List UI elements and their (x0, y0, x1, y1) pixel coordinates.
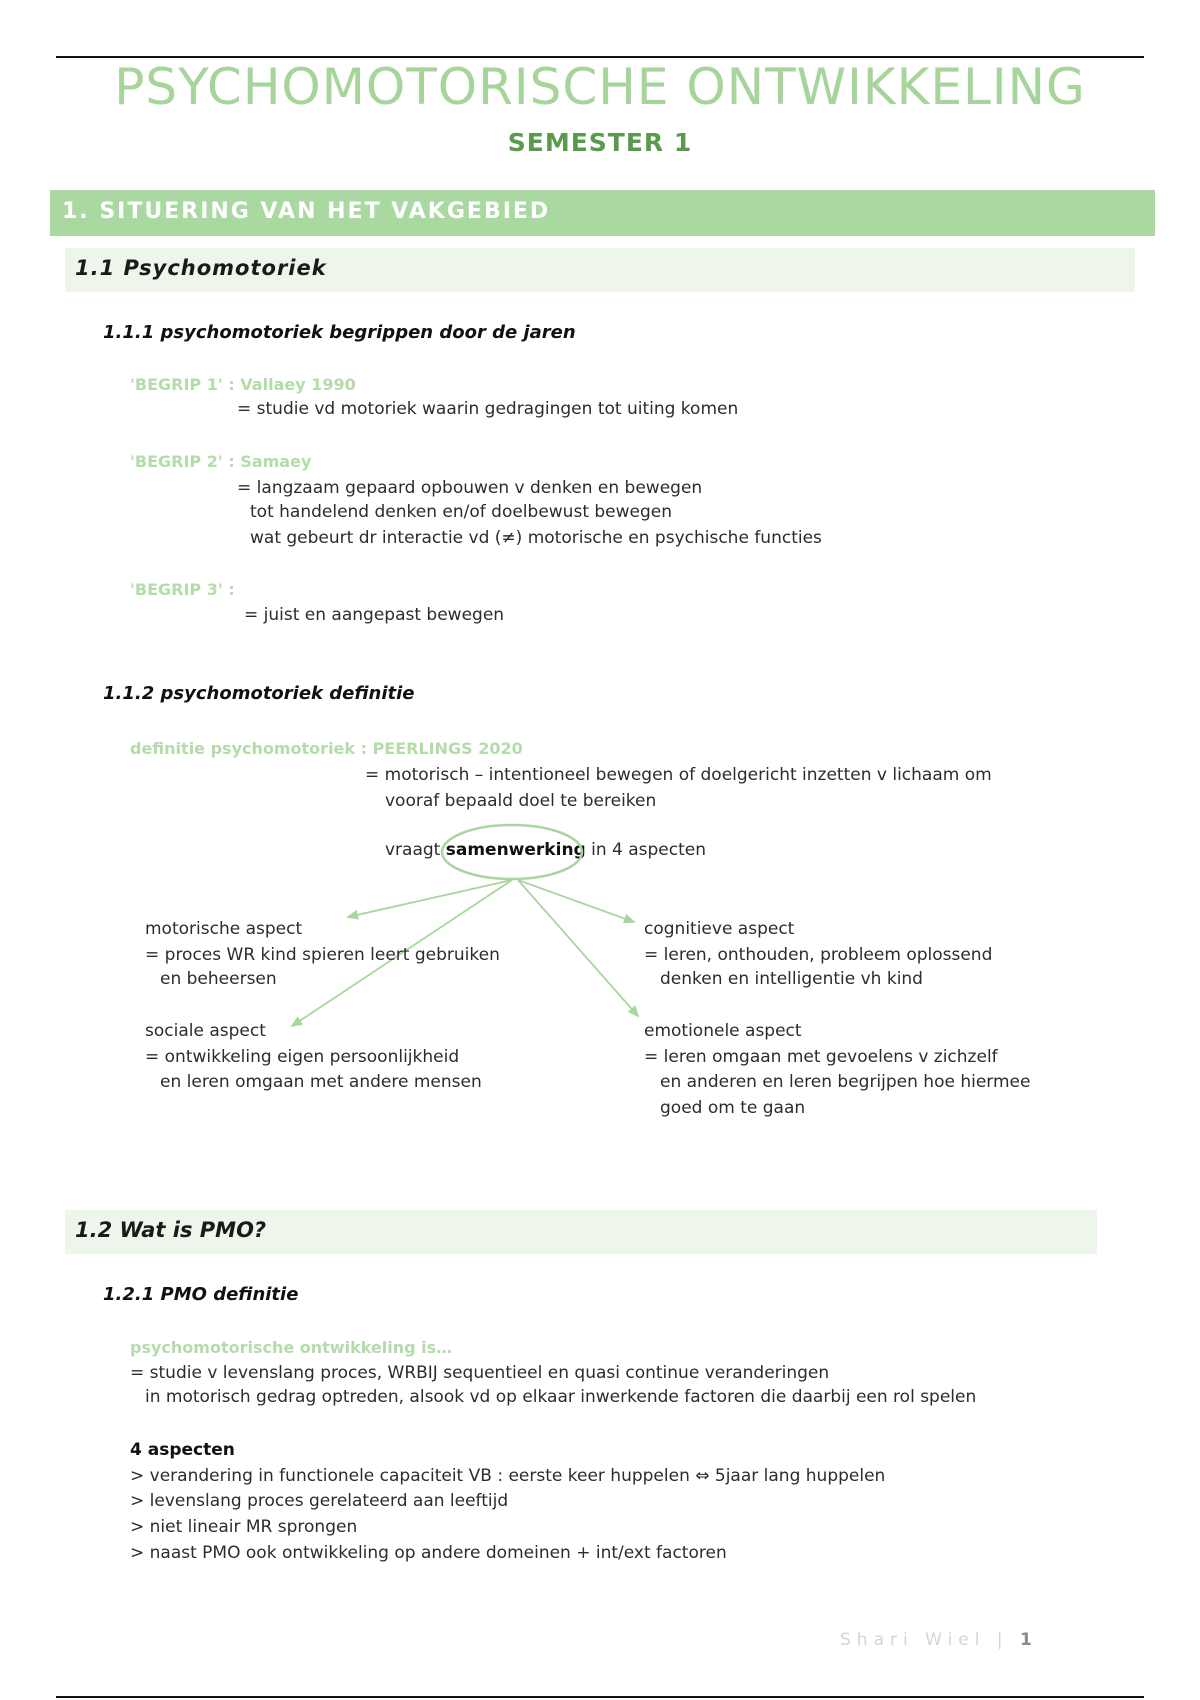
page-footer (840, 1630, 1032, 1650)
begrip-1-text: = studie vd motoriek waarin gedragingen tot uiting komen (237, 399, 739, 419)
begrip-3-label: 'BEGRIP 3' : (130, 580, 235, 599)
sociaal-line-2: en leren omgaan met andere mensen (160, 1072, 482, 1092)
pmo-definition-line-1: = studie v levenslang proces, WRBIJ sequentieel en quasi continue veranderingen (130, 1363, 830, 1383)
definitie-line-2: vooraf bepaald doel te bereiken (385, 791, 657, 811)
arrow-to-emotioneel (518, 880, 638, 1016)
cognitief-line-1: = leren, onthouden, probleem oplossend (644, 945, 993, 965)
begrip-2-line-2: tot handelend denken en/of doelbewust bewegen (250, 502, 673, 522)
aspects-heading: 4 aspecten (130, 1440, 235, 1460)
begrip-1-label: 'BEGRIP 1' : Vallaey 1990 (130, 375, 356, 394)
pmo-definition-label: psychomotorische ontwikkeling is… (130, 1338, 453, 1357)
definitie-label: definitie psychomotoriek : PEERLINGS 2020 (130, 739, 523, 758)
samenwerking-keyword: samenwerking (445, 840, 586, 860)
document-title: PSYCHOMOTORISCHE ONTWIKKELING (114, 58, 1086, 116)
subsection-bar-1-2 (65, 1210, 1097, 1254)
emotioneel-line-1: = leren omgaan met gevoelens v zichzelf (644, 1047, 998, 1067)
motorisch-title: motorische aspect (145, 919, 303, 939)
emotioneel-line-3: goed om te gaan (660, 1098, 806, 1118)
definitie-line-1: = motorisch – intentioneel bewegen of doelgericht inzetten v lichaam om (365, 765, 992, 785)
sociaal-line-1: = ontwikkeling eigen persoonlijkheid (145, 1047, 460, 1067)
pmo-definition-line-2: in motorisch gedrag optreden, alsook vd op elkaar inwerkende factoren die daarbij een rol spelen (145, 1387, 977, 1407)
heading-1-1-1: 1.1.1 psychomotoriek begrippen door de jaren (103, 322, 576, 343)
aspect-item: > levenslang proces gerelateerd aan leeftijd (130, 1491, 509, 1511)
samenwerking-ellipse (442, 825, 582, 879)
emotioneel-line-2: en anderen en leren begrijpen hoe hiermee (660, 1072, 1031, 1092)
aspect-item: > niet lineair MR sprongen (130, 1517, 358, 1537)
begrip-3-text: = juist en aangepast bewegen (244, 605, 505, 625)
aspect-item: > verandering in functionele capaciteit VB : eerste keer huppelen ⇔ 5jaar lang huppelen (130, 1466, 886, 1486)
cognitief-line-2: denken en intelligentie vh kind (660, 969, 923, 989)
motorisch-line-1: = proces WR kind spieren leert gebruiken (145, 945, 500, 965)
begrip-2-line-1: = langzaam gepaard opbouwen v denken en bewegen (237, 478, 703, 498)
heading-1-1-2: 1.1.2 psychomotoriek definitie (103, 683, 415, 704)
subsection-heading-1-1: 1.1 Psychomotoriek (75, 256, 327, 280)
heading-1-2-1: 1.2.1 PMO definitie (103, 1284, 299, 1305)
sociaal-title: sociale aspect (145, 1021, 266, 1041)
motorisch-line-2: en beheersen (160, 969, 277, 989)
samenwerking-suffix: in 4 aspecten (591, 840, 707, 860)
samenwerking-prefix: vraagt (385, 840, 441, 860)
footer-page-number: 1 (1020, 1630, 1032, 1650)
cognitief-title: cognitieve aspect (644, 919, 795, 939)
footer-author: Shari Wiel (840, 1630, 986, 1650)
document-subtitle: SEMESTER 1 (507, 128, 693, 157)
arrow-to-motorisch (348, 880, 512, 917)
footer-separator: | (996, 1630, 1009, 1650)
begrip-2-label: 'BEGRIP 2' : Samaey (130, 452, 312, 471)
aspect-item: > naast PMO ook ontwikkeling op andere domeinen + int/ext factoren (130, 1543, 727, 1563)
begrip-2-line-3: wat gebeurt dr interactie vd (≠) motorische en psychische functies (250, 528, 822, 548)
emotioneel-title: emotionele aspect (644, 1021, 802, 1041)
subsection-heading-1-2: 1.2 Wat is PMO? (75, 1218, 267, 1242)
section-heading: 1. SITUERING VAN HET VAKGEBIED (62, 199, 551, 224)
